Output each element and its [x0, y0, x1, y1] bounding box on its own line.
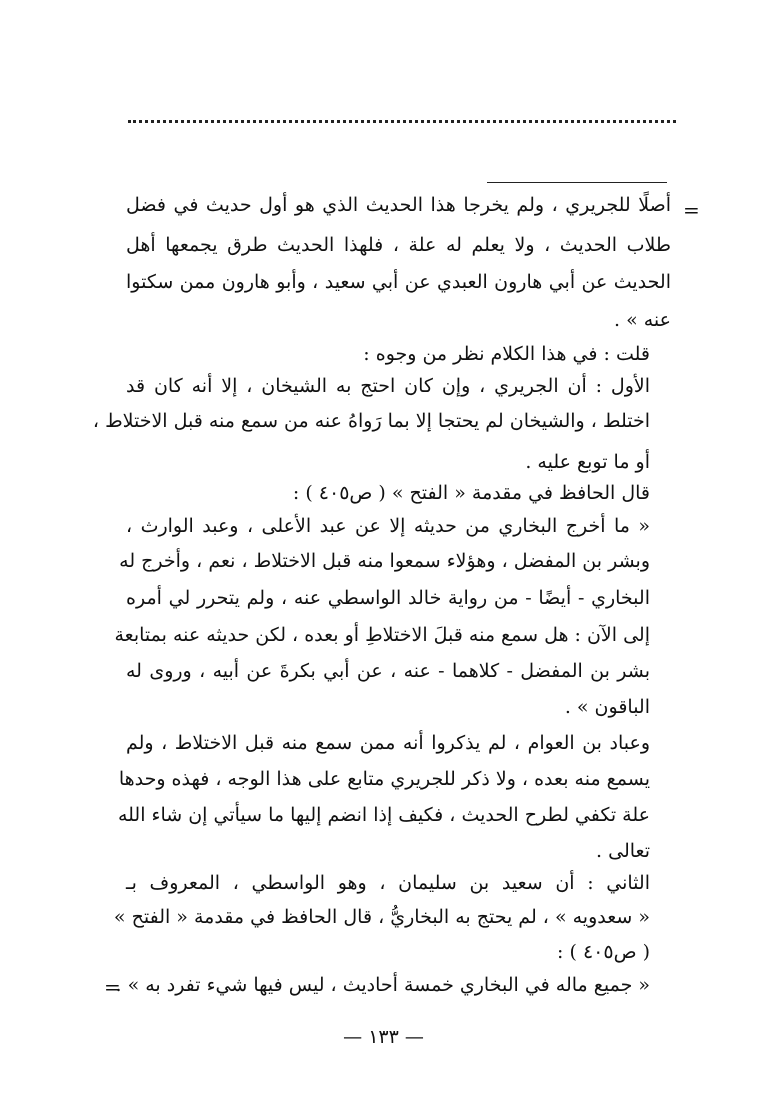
footnote-line: وعباد بن العوام ، لم يذكروا أنه ممن سمع منه قبل الاختلاط ، ولم	[126, 732, 650, 754]
footnote-line: أصلًا للجريري ، ولم يخرجا هذا الحديث الذي هو أول حديث في فضل	[126, 194, 671, 216]
footnote-line: « ما أخرج البخاري من حديثه إلا عن عبد الأعلى ، وعبد الوارث ،	[126, 515, 650, 537]
footnote-line: طلاب الحديث ، ولا يعلم له علة ، فلهذا الحديث طرق يجمعها أهل	[126, 234, 671, 256]
footnote-line: تعالى .	[596, 840, 650, 862]
footnote-line: « سعدويه » ، لم يحتج به البخاريُّ ، قال الحافظ في مقدمة « الفتح »	[113, 906, 650, 928]
footnote-line: ( ص٤٠٥ ) :	[557, 941, 650, 963]
continuation-mark-end: =	[104, 975, 121, 999]
footnote-line: وبشر بن المفضل ، وهؤلاء سمعوا منه قبل الاختلاط ، نعم ، وأخرج له	[119, 550, 650, 572]
footnote-line: يسمع منه بعده ، ولا ذكر للجريري متابع على هذا الوجه ، فهذه وحدها	[118, 768, 650, 790]
footnote-line: بشر بن المفضل - كلاهما - عنه ، عن أبي بكرةَ عن أبيه ، وروى له	[126, 660, 650, 682]
footnote-rule	[487, 182, 667, 183]
footnote-line: أو ما توبع عليه .	[525, 451, 650, 473]
page-number: — ١٣٣ —	[343, 1026, 424, 1048]
continuation-mark-start: =	[683, 198, 700, 222]
footnote-line: إلى الآن : هل سمع منه قبلَ الاختلاطِ أو بعده ، لكن حديثه عنه بمتابعة	[114, 624, 650, 646]
footnote-line: الثاني : أن سعيد بن سليمان ، وهو الواسطي ، المعروف بـ	[126, 872, 650, 894]
footnote-line: الباقون » .	[564, 696, 650, 718]
footnote-line: قال الحافظ في مقدمة « الفتح » ( ص٤٠٥ ) :	[292, 482, 650, 504]
footnote-line: البخاري - أيضًا - من رواية خالد الواسطي عنه ، ولم يتحرر لي أمره	[126, 587, 650, 609]
footnote-line: قلت : في هذا الكلام نظر من وجوه :	[363, 343, 650, 365]
dotted-separator	[128, 120, 676, 123]
footnote-line: الحديث عن أبي هارون العبدي عن أبي سعيد ، وأبو هارون ممن سكتوا	[126, 271, 671, 293]
footnote-line: علة تكفي لطرح الحديث ، فكيف إذا انضم إليها ما سيأتي إن شاء الله	[117, 804, 650, 826]
footnote-line: « جميع ماله في البخاري خمسة أحاديث ، ليس فيها شيء تفرد به » .	[115, 974, 650, 996]
footnote-line: عنه » .	[614, 309, 671, 331]
footnote-line: الأول : أن الجريري ، وإن كان احتج به الشيخان ، إلا أنه كان قد	[126, 375, 650, 397]
footnote-line: اختلط ، والشيخان لم يحتجا إلا بما رَواهُ عنه من سمع منه قبل الاختلاط ،	[92, 410, 650, 432]
